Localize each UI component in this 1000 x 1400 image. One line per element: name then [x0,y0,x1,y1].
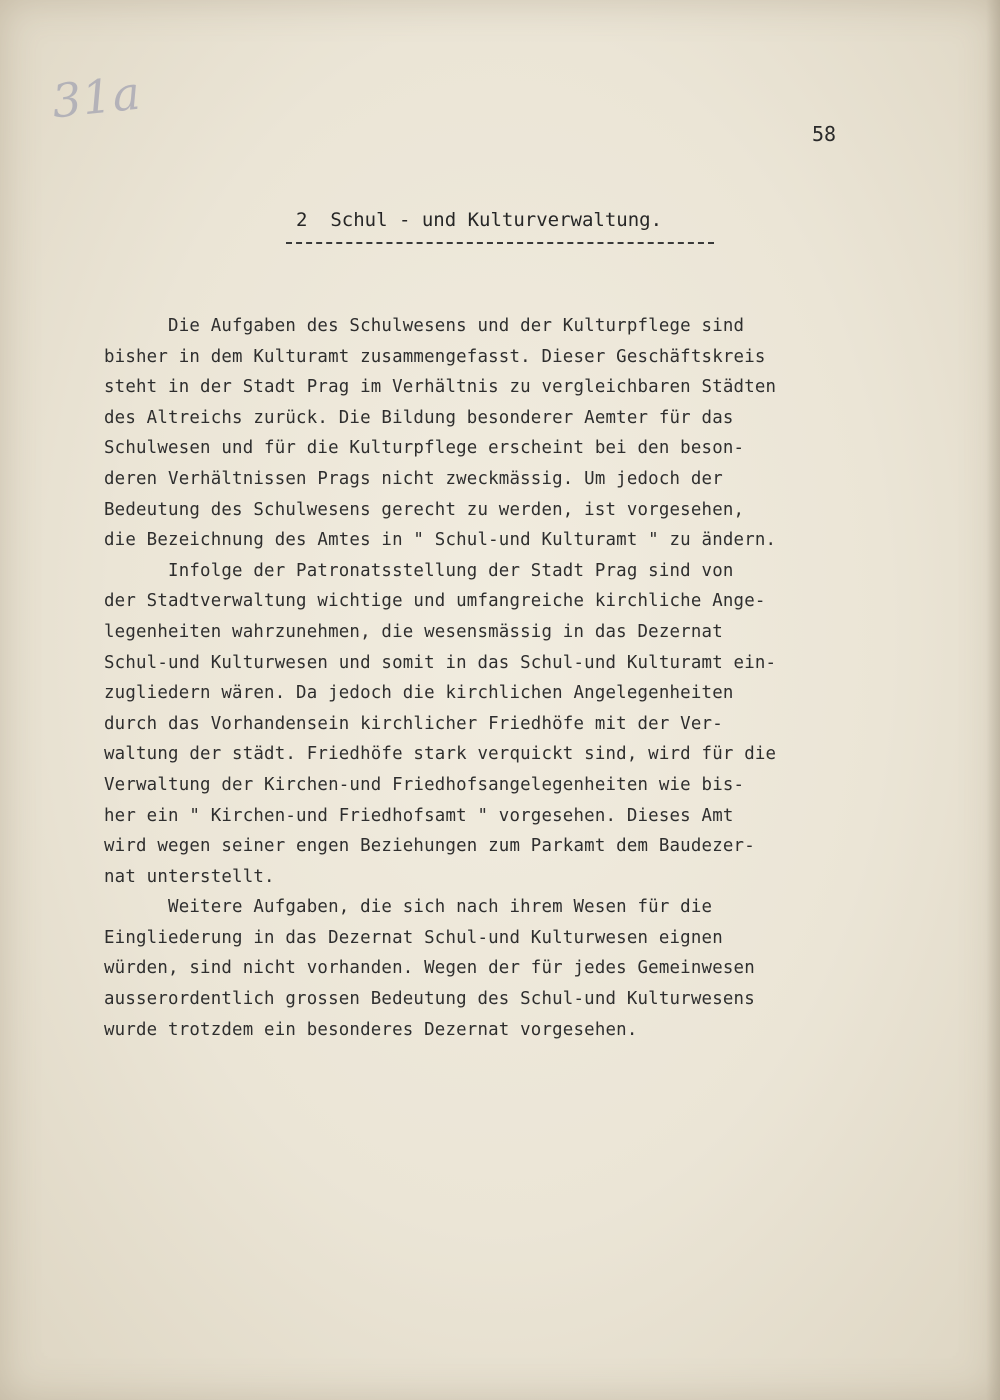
text-line: Schul-und Kulturwesen und somit in das Schul-und Kulturamt ein- [104,652,777,673]
text-line: nat unterstellt. [104,866,275,887]
text-line: her ein " Kirchen-und Friedhofsamt " vorgesehen. Dieses Amt [104,805,734,826]
text-line: Verwaltung der Kirchen-und Friedhofsangelegenheiten wie bis- [104,774,745,795]
text-line: bisher in dem Kulturamt zusammengefasst. Dieser Geschäftskreis [104,346,766,367]
text-line: Weitere Aufgaben, die sich nach ihrem Wesen für die [104,897,713,918]
text-line: steht in der Stadt Prag im Verhältnis zu vergleichbaren Städten [104,377,777,398]
text-line: waltung der städt. Friedhöfe stark verquickt sind, wird für die [104,744,777,765]
text-line: ausserordentlich grossen Bedeutung des Schul-und Kulturwesens [104,989,755,1010]
text-line: Eingliederung in das Dezernat Schul-und Kulturwesen eignen [104,927,723,948]
text-line: des Altreichs zurück. Die Bildung besonderer Aemter für das [104,407,734,428]
text-line: würden, sind nicht vorhanden. Wegen der für jedes Gemeinwesen [104,958,755,979]
section-heading: 2 Schul - und Kulturverwaltung. [296,209,663,231]
text-line: Die Aufgaben des Schulwesens und der Kulturpflege sind [104,316,745,336]
text-line: der Stadtverwaltung wichtige und umfangreiche kirchliche Ange- [104,591,766,612]
text-line: Bedeutung des Schulwesens gerecht zu werden, ist vorgesehen, [104,499,745,520]
text-line: deren Verhältnissen Prags nicht zweckmässig. Um jedoch der [104,468,723,489]
margin-note-handwritten: 31a [49,65,144,129]
text-line: legenheiten wahrzunehmen, die wesensmässig in das Dezernat [104,621,723,642]
page-edge-shadow [986,0,1000,1400]
text-line: wird wegen seiner engen Beziehungen zum Parkamt dem Baudezer- [104,836,755,857]
text-line: Infolge der Patronatsstellung der Stadt Prag sind von [104,560,734,581]
text-line: die Bezeichnung des Amtes in " Schul-und Kulturamt " zu ändern. [104,530,777,551]
page-number: 58 [812,122,837,146]
text-line: Schulwesen und für die Kulturpflege erscheint bei den beson- [104,438,745,459]
body-text [104,311,934,1045]
heading-underline [286,242,714,244]
text-line: wurde trotzdem ein besonderes Dezernat vorgesehen. [104,1019,638,1040]
text-line: zugliedern wären. Da jedoch die kirchlichen Angelegenheiten [104,683,734,704]
text-line: durch das Vorhandensein kirchlicher Friedhöfe mit der Ver- [104,713,723,734]
